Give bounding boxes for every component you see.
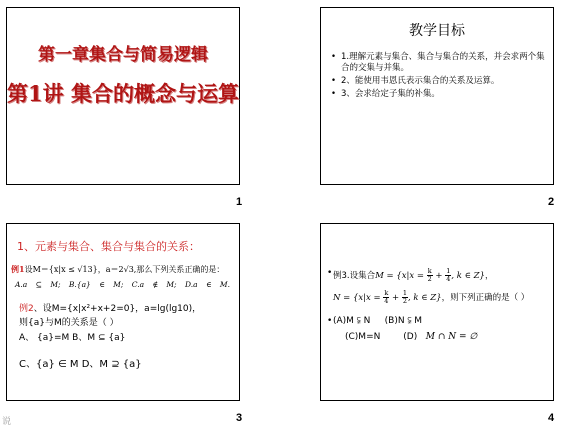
- objectives-list: [329, 52, 546, 102]
- example-1-options: A.a ⊆ M; B.{a} ∈ M; C.a ∉ M; D.a ∈ M.: [15, 280, 230, 289]
- example-2: [19, 301, 201, 314]
- option-b: (B)N ⫋ M: [384, 316, 423, 326]
- option-a: (A)M ⫋ N: [333, 316, 371, 326]
- example-1: [11, 264, 224, 275]
- example-3-line-2: N = {x|x = $\frac{k}{4}$ + $\frac{1}{2}$ , k ∈ Z}，则下列正确的是（ ）: [333, 289, 530, 305]
- page-number-1: 1: [236, 196, 243, 208]
- page-number-4: 4: [548, 412, 555, 424]
- fraction-k-2: $\frac{k}{2}$: [427, 267, 432, 283]
- slide-2: [320, 7, 554, 185]
- example-2-options-ab: A、 {a}=M B、M ⊆ {a}: [19, 333, 126, 343]
- corner-glyph: 说: [2, 417, 12, 427]
- option-d: (D): [403, 332, 418, 342]
- example-2-label: 例2: [19, 304, 34, 314]
- example-1-label: 例1: [11, 264, 25, 274]
- lesson-title: 第1讲 集合的概念与运算: [7, 81, 239, 106]
- chapter-title: 第一章集合与简易逻辑: [38, 45, 208, 65]
- page-number-3: 3: [236, 412, 243, 424]
- example-3-options-cd: [345, 332, 477, 342]
- objective-item: • 3、会求给定子集的补集。: [329, 89, 546, 100]
- option-d-expression: M ∩ N = ∅: [425, 332, 478, 342]
- fraction-1-2: $\frac{1}{2}$: [402, 289, 407, 305]
- fraction-k-4: $\frac{k}{4}$: [384, 289, 389, 305]
- slide-1: [6, 7, 240, 185]
- example-3-line-1: 例3.设集合M = {x|x = $\frac{k}{2}$ + $\frac{1}{4}$ , k ∈ Z}，: [333, 267, 494, 283]
- example-2-options-cd: C、{a} ∈ M D、M ⊇ {a}: [19, 359, 142, 370]
- option-c: (C)M=N: [345, 332, 381, 342]
- page-number-2: 2: [548, 196, 555, 208]
- example-2-text: 、设M={x|x²+x+2=0}，a=lg(lg10)，: [33, 304, 202, 314]
- section-heading: 1、元素与集合、集合与集合的关系：: [17, 240, 200, 253]
- slide-4: • 例3.设集合M = {x|x = $\frac{k}{2}$ + $\frac{1}{4}$ , k ∈ Z}， N = {x|x = $\frac{k}{4}$ + $\frac{1}{2}$ , k ∈ Z}，则下列正确的是（ ） • (A)M ⫋ N (B)N ⫋ M (C)M=N (D) M ∩ N = ∅: [320, 223, 554, 401]
- objective-item: • 1.理解元素与集合、集合与集合的关系，并会求两个集合的交集与并集。: [329, 52, 546, 74]
- example-3-options-ab: [333, 316, 422, 326]
- example-1-text: 设M＝{x|x ≤ √13}，a＝2√3,那么下列关系正确的是：: [24, 265, 225, 274]
- fraction-1-4: $\frac{1}{4}$: [446, 267, 451, 283]
- objective-item: • 2、能使用韦恩氏表示集合的关系及运算。: [329, 76, 546, 87]
- objectives-title: 教学目标: [409, 23, 465, 39]
- example-2-question: 则{a}与M的关系是（ ）: [19, 318, 119, 328]
- slide-3: [6, 223, 240, 401]
